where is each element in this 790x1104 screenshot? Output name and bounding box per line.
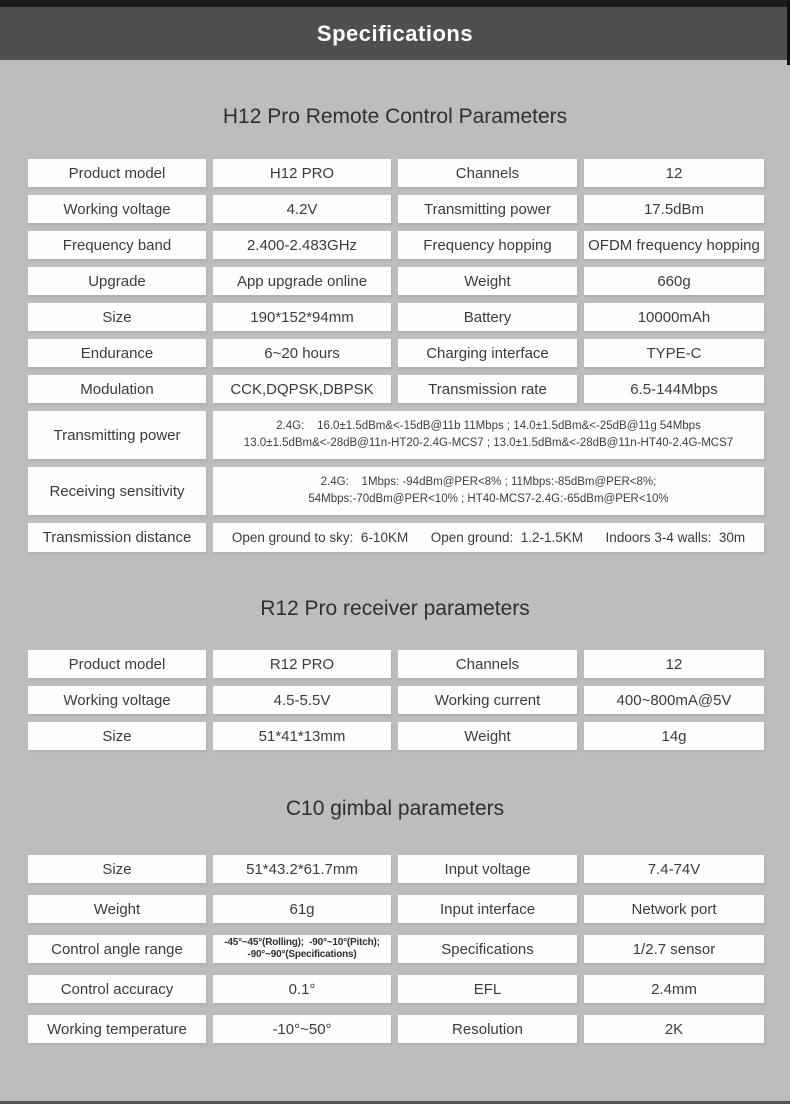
spec-label: Size: [28, 303, 206, 331]
header-banner: [0, 7, 790, 60]
spec-value: 10000mAh: [584, 303, 764, 331]
spec-label: Transmission rate: [398, 375, 577, 403]
table-row: [28, 523, 764, 552]
spec-label: Input interface: [398, 895, 577, 923]
section-h12-pro: [0, 60, 790, 552]
spec-label: Weight: [398, 267, 577, 295]
spec-value: 0.1°: [213, 975, 391, 1003]
table-row: [28, 195, 764, 223]
spec-value: 12: [584, 650, 764, 678]
spec-value: OFDM frequency hopping: [584, 231, 764, 259]
spec-value: 4.2V: [213, 195, 391, 223]
table-row: [28, 975, 764, 1003]
spec-label: Resolution: [398, 1015, 577, 1043]
spec-value-line: -90°~90°(Specifications): [247, 949, 357, 960]
spec-value: 51*43.2*61.7mm: [213, 855, 391, 883]
spec-label: Specifications: [398, 935, 577, 963]
spec-label: Transmitting power: [398, 195, 577, 223]
spec-value-line: 2.4G: 1Mbps: -94dBm@PER<8% ; 11Mbps:-85dBm@PER<8%;: [320, 476, 657, 488]
table-row: [28, 303, 764, 331]
section-title: R12 Pro receiver parameters: [260, 597, 530, 620]
spec-value: [213, 935, 391, 963]
spec-label: Control angle range: [28, 935, 206, 963]
spec-label: Working current: [398, 686, 577, 714]
spec-value: 190*152*94mm: [213, 303, 391, 331]
spec-label: Channels: [398, 650, 577, 678]
spec-label: Control accuracy: [28, 975, 206, 1003]
spec-label: Working temperature: [28, 1015, 206, 1043]
table-row: [28, 855, 764, 883]
spec-label: Transmission distance: [28, 523, 206, 552]
spec-value: 61g: [213, 895, 391, 923]
spec-table: [0, 159, 790, 552]
spec-label: Channels: [398, 159, 577, 187]
section-r12-pro: [0, 560, 790, 750]
spec-value: 6.5-144Mbps: [584, 375, 764, 403]
spec-label: Weight: [28, 895, 206, 923]
spec-value-line: 2.4G: 16.0±1.5dBm&<-15dB@11b 11Mbps ; 14.0±1.5dBm&<-25dB@11g 54Mbps: [276, 420, 701, 432]
spec-value: 660g: [584, 267, 764, 295]
spec-value: 4.5-5.5V: [213, 686, 391, 714]
spec-label: Working voltage: [28, 195, 206, 223]
spec-value: Network port: [584, 895, 764, 923]
section-title: C10 gimbal parameters: [285, 797, 505, 820]
spec-label: Modulation: [28, 375, 206, 403]
table-row: [28, 935, 764, 963]
spec-value-line: Open ground to sky: 6-10KM Open ground: 1.2-1.5KM Indoors 3-4 walls: 30m: [231, 530, 746, 545]
spec-value: 2.4mm: [584, 975, 764, 1003]
spec-label: Size: [28, 722, 206, 750]
spec-value: 17.5dBm: [584, 195, 764, 223]
table-row: [28, 686, 764, 714]
spec-value-line: 54Mbps:-70dBm@PER<10% ; HT40-MCS7-2.4G:-65dBm@PER<10%: [308, 493, 669, 505]
spec-value: 7.4-74V: [584, 855, 764, 883]
spec-label: Product model: [28, 159, 206, 187]
spec-value: [213, 411, 764, 459]
spec-label: Working voltage: [28, 686, 206, 714]
spec-value: 400~800mA@5V: [584, 686, 764, 714]
spec-label: Receiving sensitivity: [28, 467, 206, 515]
spec-value: 2K: [584, 1015, 764, 1043]
spec-value: 14g: [584, 722, 764, 750]
spec-value: 12: [584, 159, 764, 187]
spec-value: R12 PRO: [213, 650, 391, 678]
table-row: [28, 267, 764, 295]
table-row: [28, 650, 764, 678]
top-border: [0, 0, 790, 7]
spec-label: Battery: [398, 303, 577, 331]
table-row: [28, 722, 764, 750]
spec-value: 6~20 hours: [213, 339, 391, 367]
spec-value: [213, 467, 764, 515]
spec-value: [213, 523, 764, 552]
spec-label: Frequency hopping: [398, 231, 577, 259]
table-row: [28, 375, 764, 403]
spec-label: Frequency band: [28, 231, 206, 259]
spec-value: -10°~50°: [213, 1015, 391, 1043]
spec-table: [0, 855, 790, 1043]
spec-label: Size: [28, 855, 206, 883]
spec-value: 1/2.7 sensor: [584, 935, 764, 963]
spec-value: 51*41*13mm: [213, 722, 391, 750]
table-row: [28, 895, 764, 923]
spec-label: Upgrade: [28, 267, 206, 295]
spec-label: Input voltage: [398, 855, 577, 883]
spec-value: App upgrade online: [213, 267, 391, 295]
spec-label: Transmitting power: [28, 411, 206, 459]
section-c10-gimbal: [0, 758, 790, 1043]
table-row: [28, 467, 764, 515]
table-row: [28, 159, 764, 187]
spec-value: CCK,DQPSK,DBPSK: [213, 375, 391, 403]
spec-value-line: 13.0±1.5dBm&<-28dB@11n-HT20-2.4G-MCS7 ; 13.0±1.5dBm&<-28dB@11n-HT40-2.4G-MCS7: [243, 437, 734, 449]
section-title: H12 Pro Remote Control Parameters: [222, 105, 568, 128]
spec-label: Weight: [398, 722, 577, 750]
table-row: [28, 339, 764, 367]
spec-table: [0, 650, 790, 750]
table-row: [28, 411, 764, 459]
spec-label: Endurance: [28, 339, 206, 367]
spec-label: EFL: [398, 975, 577, 1003]
table-row: [28, 231, 764, 259]
page-title: Specifications: [316, 20, 474, 46]
spec-label: Product model: [28, 650, 206, 678]
spec-sections: [0, 60, 790, 1043]
table-row: [28, 1015, 764, 1043]
spec-value: H12 PRO: [213, 159, 391, 187]
spec-label: Charging interface: [398, 339, 577, 367]
spec-value: 2.400-2.483GHz: [213, 231, 391, 259]
spec-value: TYPE-C: [584, 339, 764, 367]
spec-value-line: -45°~45°(Rolling); -90°~10°(Pitch);: [224, 937, 380, 948]
